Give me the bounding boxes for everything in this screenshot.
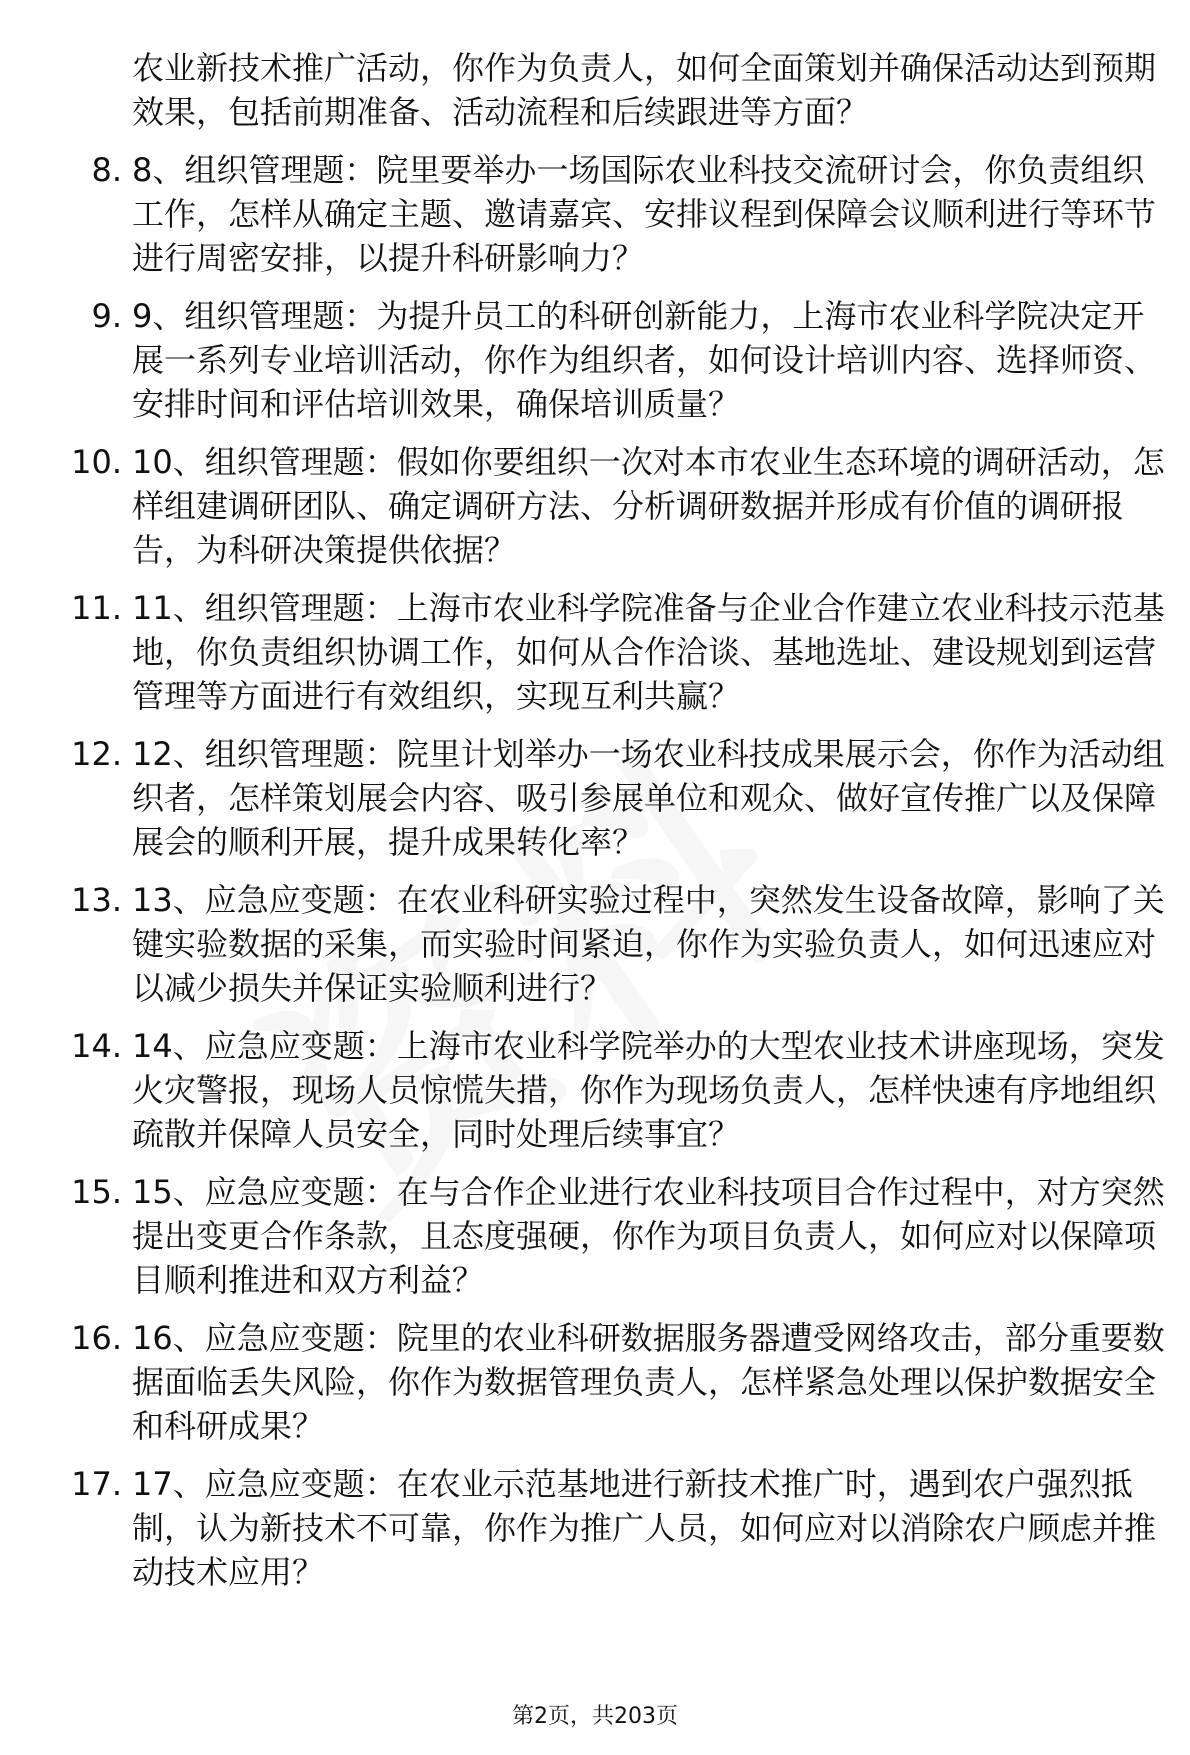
- list-item-number: 16.: [71, 1319, 122, 1357]
- list-item: [0, 1462, 1190, 1594]
- list-item-number: 13.: [71, 881, 122, 919]
- list-item: [0, 1316, 1190, 1448]
- list-item: [0, 586, 1190, 718]
- page-footer: 第2页，共203页: [512, 1704, 678, 1729]
- list-item-number: 17.: [71, 1465, 122, 1503]
- list-item: [0, 294, 1190, 426]
- list-item-text: 12、组织管理题：院里计划举办一场农业科技成果展示会，你作为活动组织者，怎样策划展会内容、吸引参展单位和观众、做好宣传推广以及保障展会的顺利开展，提升成果转化率？: [132, 735, 1165, 861]
- list-item-number: 9.: [91, 297, 122, 335]
- list-item-number: 11.: [71, 589, 122, 627]
- list-item-text: 13、应急应变题：在农业科研实验过程中，突然发生设备故障，影响了关键实验数据的采集，而实验时间紧迫，你作为实验负责人，如何迅速应对以减少损失并保证实验顺利进行？: [132, 881, 1165, 1007]
- list-item-number: 15.: [71, 1173, 122, 1211]
- list-item-number: 8.: [91, 151, 122, 189]
- list-item-text: 17、应急应变题：在农业示范基地进行新技术推广时，遇到农户强烈抵制，认为新技术不可靠，你作为推广人员，如何应对以消除农户顾虑并推动技术应用？: [132, 1465, 1157, 1591]
- question-list: [0, 148, 1190, 1594]
- list-item: [0, 440, 1190, 572]
- list-item: [0, 878, 1190, 1010]
- list-item: [0, 1024, 1190, 1156]
- continued-paragraph: 农业新技术推广活动，你作为负责人，如何全面策划并确保活动达到预期效果，包括前期准备、活动流程和后续跟进等方面？: [132, 49, 1157, 131]
- list-item-text: 14、应急应变题：上海市农业科学院举办的大型农业技术讲座现场，突发火灾警报，现场人员惊慌失措，你作为现场负责人，怎样快速有序地组织疏散并保障人员安全，同时处理后续事宜？: [132, 1027, 1165, 1153]
- list-item-text: 8、组织管理题：院里要举办一场国际农业科技交流研讨会，你负责组织工作，怎样从确定主题、邀请嘉宾、安排议程到保障会议顺利进行等环节进行周密安排，以提升科研影响力？: [132, 151, 1157, 277]
- list-item-number: 10.: [71, 443, 122, 481]
- list-item-text: 11、组织管理题：上海市农业科学院准备与企业合作建立农业科技示范基地，你负责组织协调工作，如何从合作洽谈、基地选址、建设规划到运营管理等方面进行有效组织，实现互利共赢？: [132, 589, 1165, 715]
- list-item-number: 12.: [71, 735, 122, 773]
- list-item-number: 14.: [71, 1027, 122, 1065]
- list-item: [0, 148, 1190, 280]
- list-item-text: 16、应急应变题：院里的农业科研数据服务器遭受网络攻击，部分重要数据面临丢失风险，你作为数据管理负责人，怎样紧急处理以保护数据安全和科研成果？: [132, 1319, 1165, 1445]
- list-item: [0, 1170, 1190, 1302]
- list-item-text: 9、组织管理题：为提升员工的科研创新能力，上海市农业科学院决定开展一系列专业培训活动，你作为组织者，如何设计培训内容、选择师资、安排时间和评估培训效果，确保培训质量？: [132, 297, 1157, 423]
- list-item-text: 15、应急应变题：在与合作企业进行农业科技项目合作过程中，对方突然提出变更合作条款，且态度强硬，你作为项目负责人，如何应对以保障项目顺利推进和双方利益？: [132, 1173, 1165, 1299]
- page-content: [0, 46, 1190, 1608]
- list-item-text: 10、组织管理题：假如你要组织一次对本市农业生态环境的调研活动，怎样组建调研团队、确定调研方法、分析调研数据并形成有价值的调研报告，为科研决策提供依据？: [132, 443, 1165, 569]
- list-item: [0, 732, 1190, 864]
